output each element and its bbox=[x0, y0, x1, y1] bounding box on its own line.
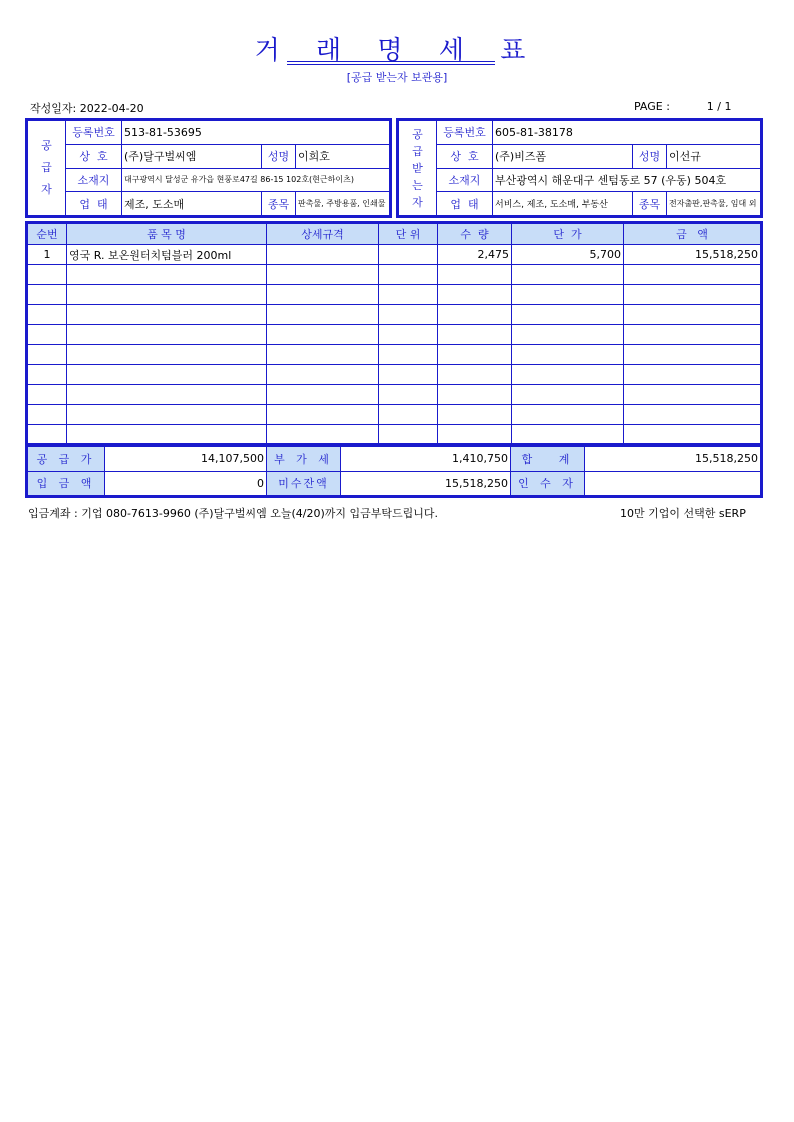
item-amount bbox=[624, 365, 761, 385]
table-row bbox=[28, 245, 761, 265]
buyer-reg-label: 등록번호 bbox=[437, 121, 493, 145]
item-no bbox=[28, 325, 67, 345]
item-price bbox=[512, 265, 624, 285]
item-unit bbox=[379, 345, 438, 365]
table-row bbox=[28, 265, 761, 285]
buyer-biz: 서비스, 제조, 도소매, 부동산 bbox=[493, 192, 633, 216]
total-label: 합 계 bbox=[511, 447, 585, 472]
item-no bbox=[28, 305, 67, 325]
page-value: 1 / 1 bbox=[706, 100, 732, 113]
item-spec bbox=[267, 425, 379, 445]
supplier-name-label: 상 호 bbox=[66, 144, 122, 168]
table-row bbox=[28, 385, 761, 405]
supplier-addr: 대구광역시 달성군 유가읍 현풍로47길 86-15 102호(현근하이츠) bbox=[122, 168, 390, 192]
buyer-item-label: 종목 bbox=[633, 192, 667, 216]
item-amount: 15,518,250 bbox=[624, 245, 761, 265]
header-qty: 수 량 bbox=[438, 224, 512, 245]
table-row bbox=[28, 285, 761, 305]
item-price: 5,700 bbox=[512, 245, 624, 265]
title-underline-2 bbox=[287, 64, 495, 65]
supplier-box bbox=[25, 118, 392, 218]
item-name: 영국 R. 보온원터치텀블러 200ml bbox=[67, 245, 267, 265]
header-price: 단 가 bbox=[512, 224, 624, 245]
supplier-side-label: 공급자 bbox=[28, 121, 66, 216]
table-row bbox=[28, 345, 761, 365]
supply-label: 공 급 가 bbox=[28, 447, 105, 472]
table-row bbox=[28, 305, 761, 325]
item-no bbox=[28, 345, 67, 365]
header-amount: 금 액 bbox=[624, 224, 761, 245]
buyer-item: 전자출판,판촉물, 임대 외 bbox=[667, 192, 761, 216]
item-unit bbox=[379, 285, 438, 305]
item-price bbox=[512, 425, 624, 445]
document-title: 거 래 명 세 표 bbox=[254, 36, 540, 66]
item-price bbox=[512, 285, 624, 305]
buyer-biz-label: 업 태 bbox=[437, 192, 493, 216]
item-unit bbox=[379, 385, 438, 405]
header-spec: 상세규격 bbox=[267, 224, 379, 245]
supplier-reg-no: 513-81-53695 bbox=[122, 121, 390, 145]
item-spec bbox=[267, 285, 379, 305]
item-no bbox=[28, 365, 67, 385]
buyer-addr: 부산광역시 해운대구 센텀동로 57 (우동) 504호 bbox=[493, 168, 761, 192]
item-name bbox=[67, 325, 267, 345]
buyer-name-label: 상 호 bbox=[437, 144, 493, 168]
supplier-item-label: 종목 bbox=[262, 192, 296, 216]
header-unit: 단 위 bbox=[379, 224, 438, 245]
item-unit bbox=[379, 305, 438, 325]
item-qty bbox=[438, 425, 512, 445]
supplier-rep-label: 성명 bbox=[262, 144, 296, 168]
supplier-item: 판촉물, 주방용품, 인쇄물 bbox=[296, 192, 390, 216]
item-unit bbox=[379, 405, 438, 425]
buyer-name: (주)비즈폼 bbox=[493, 144, 633, 168]
item-unit bbox=[379, 245, 438, 265]
supplier-biz-label: 업 태 bbox=[66, 192, 122, 216]
item-name bbox=[67, 425, 267, 445]
title-underline bbox=[287, 61, 495, 62]
item-price bbox=[512, 385, 624, 405]
total-value: 15,518,250 bbox=[585, 447, 761, 472]
item-qty bbox=[438, 345, 512, 365]
item-unit bbox=[379, 365, 438, 385]
supplier-addr-label: 소재지 bbox=[66, 168, 122, 192]
item-name bbox=[67, 305, 267, 325]
buyer-rep: 이선규 bbox=[667, 144, 761, 168]
item-price bbox=[512, 405, 624, 425]
item-price bbox=[512, 325, 624, 345]
document-subtitle: [공급 받는자 보관용] bbox=[346, 71, 448, 84]
item-qty bbox=[438, 365, 512, 385]
item-name bbox=[67, 285, 267, 305]
supplier-biz: 제조, 도소매 bbox=[122, 192, 262, 216]
buyer-reg-no: 605-81-38178 bbox=[493, 121, 761, 145]
table-row bbox=[28, 425, 761, 445]
erp-tagline: 10만 기업이 선택한 sERP bbox=[620, 507, 746, 520]
item-no bbox=[28, 285, 67, 305]
item-name bbox=[67, 345, 267, 365]
paid-label: 입 금 액 bbox=[28, 471, 105, 496]
date-value: 2022-04-20 bbox=[79, 102, 144, 115]
page-field bbox=[634, 100, 731, 113]
item-qty bbox=[438, 385, 512, 405]
item-amount bbox=[624, 345, 761, 365]
item-spec bbox=[267, 305, 379, 325]
item-no bbox=[28, 405, 67, 425]
table-row bbox=[28, 405, 761, 425]
item-amount bbox=[624, 405, 761, 425]
receiver-label: 인 수 자 bbox=[511, 471, 585, 496]
item-unit bbox=[379, 425, 438, 445]
buyer-side-label: 공급받는자 bbox=[399, 121, 437, 216]
item-spec bbox=[267, 265, 379, 285]
date-field bbox=[30, 100, 144, 116]
table-row bbox=[28, 325, 761, 345]
item-no bbox=[28, 425, 67, 445]
paid-value: 0 bbox=[105, 471, 267, 496]
item-spec bbox=[267, 345, 379, 365]
date-label: 작성일자: bbox=[30, 102, 77, 115]
item-unit bbox=[379, 325, 438, 345]
item-amount bbox=[624, 325, 761, 345]
item-name bbox=[67, 365, 267, 385]
summary-box bbox=[25, 444, 763, 498]
supplier-name: (주)달구벌씨엠 bbox=[122, 144, 262, 168]
item-amount bbox=[624, 305, 761, 325]
item-spec bbox=[267, 385, 379, 405]
vat-value: 1,410,750 bbox=[341, 447, 511, 472]
buyer-box bbox=[396, 118, 763, 218]
item-price bbox=[512, 305, 624, 325]
item-qty bbox=[438, 405, 512, 425]
header-no: 순번 bbox=[28, 224, 67, 245]
unpaid-value: 15,518,250 bbox=[341, 471, 511, 496]
items-header-row bbox=[28, 224, 761, 245]
item-unit bbox=[379, 265, 438, 285]
item-qty bbox=[438, 265, 512, 285]
item-spec bbox=[267, 405, 379, 425]
item-amount bbox=[624, 425, 761, 445]
buyer-addr-label: 소재지 bbox=[437, 168, 493, 192]
table-row bbox=[28, 365, 761, 385]
item-qty: 2,475 bbox=[438, 245, 512, 265]
page-label: PAGE : bbox=[634, 100, 670, 113]
item-name bbox=[67, 405, 267, 425]
item-spec bbox=[267, 365, 379, 385]
supplier-rep: 이희호 bbox=[296, 144, 390, 168]
item-qty bbox=[438, 325, 512, 345]
item-no: 1 bbox=[28, 245, 67, 265]
item-spec bbox=[267, 245, 379, 265]
item-amount bbox=[624, 265, 761, 285]
item-no bbox=[28, 265, 67, 285]
unpaid-label: 미수잔액 bbox=[267, 471, 341, 496]
item-amount bbox=[624, 285, 761, 305]
items-table-box bbox=[25, 221, 763, 445]
item-qty bbox=[438, 285, 512, 305]
vat-label: 부 가 세 bbox=[267, 447, 341, 472]
supplier-reg-label: 등록번호 bbox=[66, 121, 122, 145]
header-name: 품 목 명 bbox=[67, 224, 267, 245]
item-price bbox=[512, 345, 624, 365]
item-amount bbox=[624, 385, 761, 405]
item-spec bbox=[267, 325, 379, 345]
item-price bbox=[512, 365, 624, 385]
buyer-rep-label: 성명 bbox=[633, 144, 667, 168]
item-name bbox=[67, 265, 267, 285]
item-qty bbox=[438, 305, 512, 325]
receiver-value bbox=[585, 471, 761, 496]
items-table bbox=[27, 223, 761, 445]
item-no bbox=[28, 385, 67, 405]
item-name bbox=[67, 385, 267, 405]
supply-value: 14,107,500 bbox=[105, 447, 267, 472]
payment-note: 입금계좌 : 기업 080-7613-9960 (주)달구벌씨엠 오늘(4/20)까지 입금부탁드립니다. bbox=[28, 507, 438, 520]
